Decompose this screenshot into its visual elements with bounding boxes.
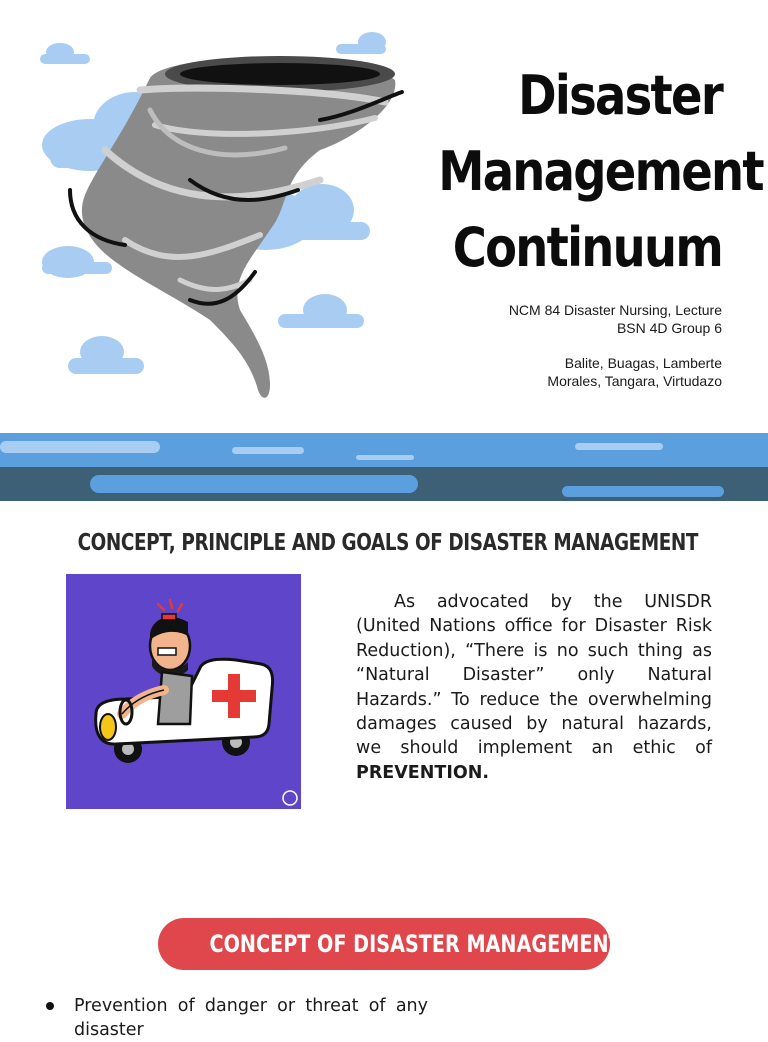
title-line: Continuum xyxy=(452,216,722,279)
course-info xyxy=(362,301,722,337)
course-line: NCM 84 Disaster Nursing, Lecture xyxy=(508,302,722,318)
paragraph-line: Hazards.” To reduce the overwhelming xyxy=(356,689,712,710)
concept-heading-pill xyxy=(158,918,622,970)
bullet-icon xyxy=(46,1002,54,1010)
water-divider xyxy=(0,433,768,501)
course-line: BSN 4D Group 6 xyxy=(616,320,722,336)
list-item xyxy=(46,994,428,1042)
concept-heading-text: CONCEPT OF DISASTER MANAGEMENT xyxy=(209,930,622,958)
paragraph-line: we should implement an ethic of xyxy=(356,738,712,759)
section-heading-text: CONCEPT, PRINCIPLE AND GOALS OF DISASTER MANAGEMENT xyxy=(77,530,699,556)
emphasis-text: PREVENTION. xyxy=(356,762,490,783)
author-list xyxy=(362,354,722,390)
paragraph-line: Reduction), “There is no such thing as xyxy=(356,640,712,661)
title-line: Disaster xyxy=(518,64,722,127)
title-line: Management xyxy=(438,140,763,203)
author-line: Balite, Buagas, Lamberte xyxy=(564,355,722,371)
author-line: Morales, Tangara, Virtudazo xyxy=(547,373,722,389)
paragraph-line: damages caused by natural hazards, xyxy=(356,714,712,735)
document-title xyxy=(438,58,763,286)
concept-bullet-list xyxy=(46,994,446,1042)
ambulance-illustration xyxy=(66,574,301,809)
paragraph-line: As advocated by the UNISDR xyxy=(394,592,712,612)
paragraph-line: “Natural Disaster” only Natural xyxy=(356,665,712,686)
section-heading xyxy=(0,528,768,558)
list-item-text: Prevention of danger or threat of any disaster xyxy=(74,996,428,1040)
intro-paragraph xyxy=(356,590,712,785)
paragraph-line: (United Nations office for Disaster Risk xyxy=(356,616,712,637)
